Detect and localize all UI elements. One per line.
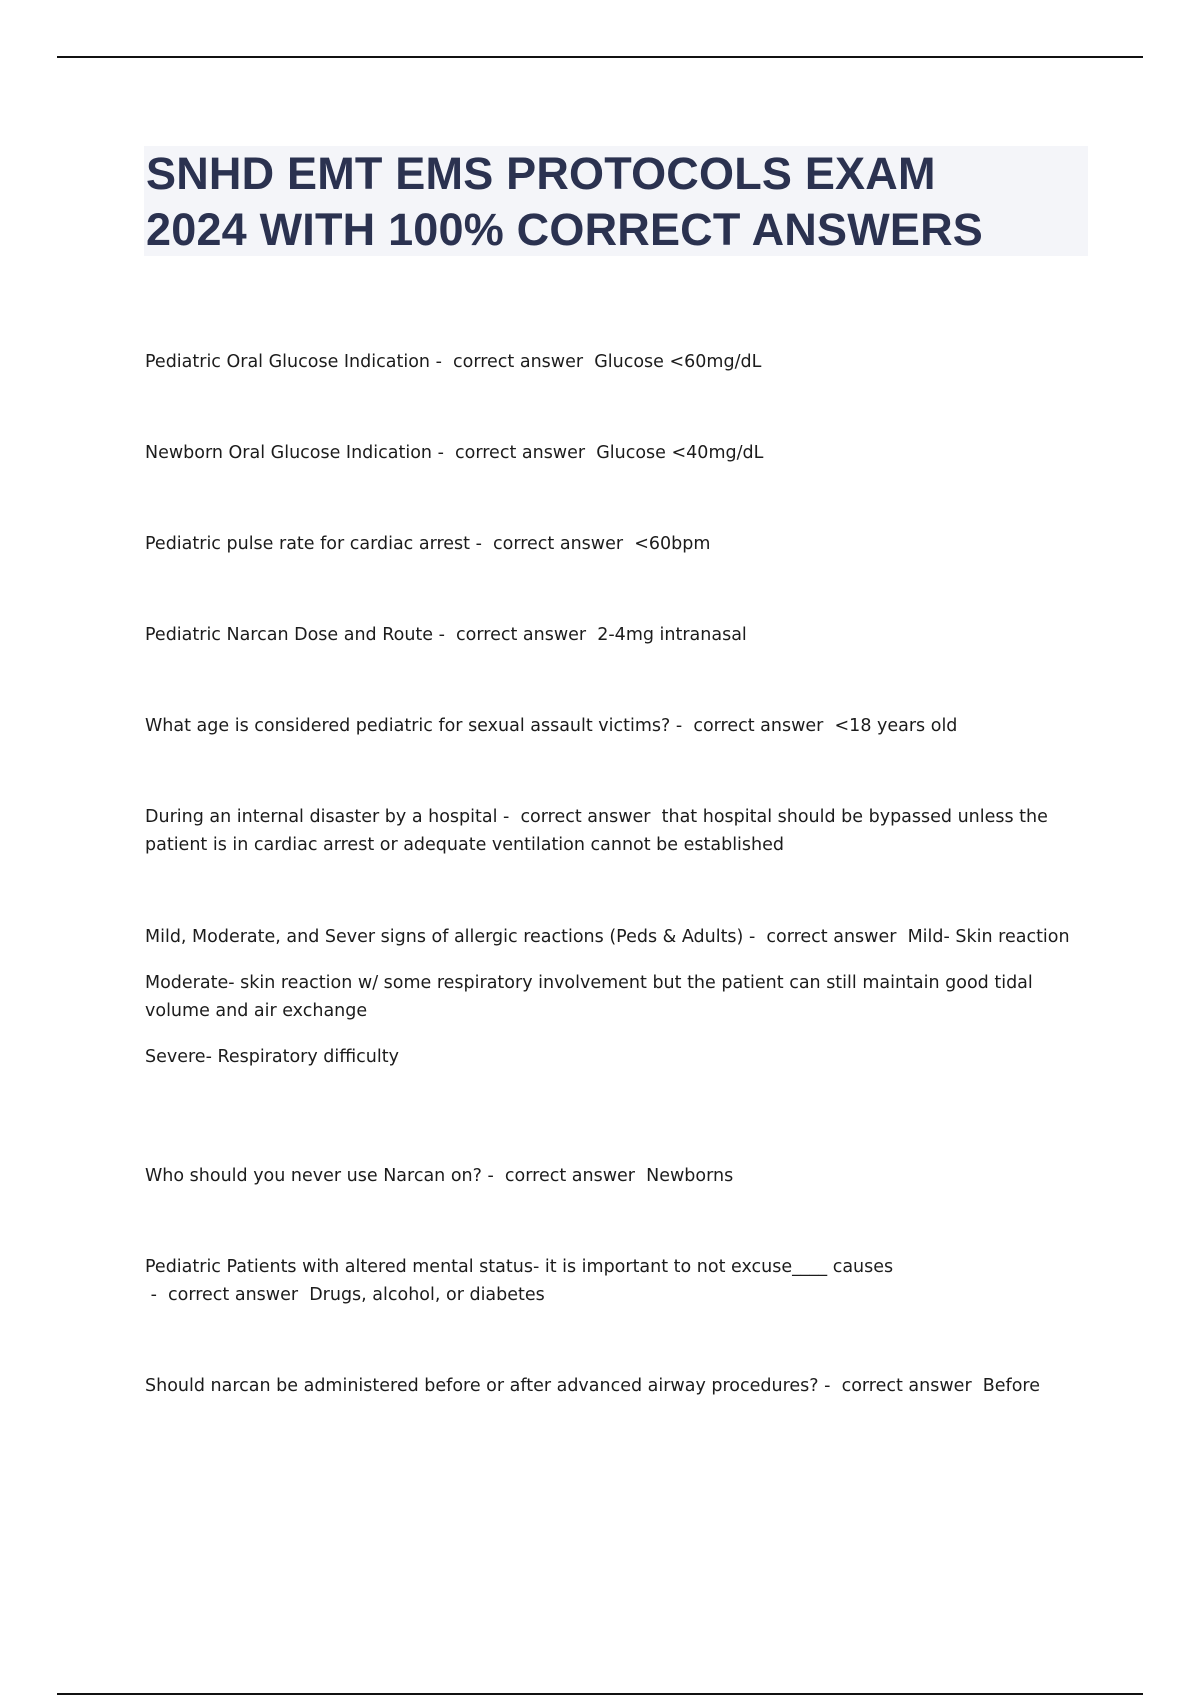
answer-text-moderate: Moderate- skin reaction w/ some respiratory involvement but the patient can still maintain good tidal volume and air exchange [145,973,1033,1021]
qa-item [145,1253,1085,1309]
answer-text: <18 years old [834,716,958,736]
qa-item [145,439,1085,467]
qa-item [145,621,1085,649]
correct-answer-label: - correct answer [433,625,598,645]
question-text: Pediatric Patients with altered mental status- it is important to not excuse____ causes [145,1257,894,1277]
question-text: Should narcan be administered before or after advanced airway procedures? [145,1376,819,1396]
qa-item [145,1372,1085,1400]
correct-answer-label: - correct answer [497,807,662,827]
correct-answer-label: - correct answer [670,716,835,736]
correct-answer-label: - correct answer [743,927,908,947]
answer-text: Mild- Skin reaction [907,927,1070,947]
top-rule [57,56,1143,58]
answer-text-severe: Severe- Respiratory difficulty [145,1047,399,1067]
question-text: Newborn Oral Glucose Indication [145,443,433,463]
answer-text: Glucose <40mg/dL [596,443,764,463]
question-text: Pediatric Oral Glucose Indication [145,352,430,372]
correct-answer-label: - correct answer [818,1376,983,1396]
question-text: What age is considered pediatric for sexual assault victims? [145,716,671,736]
answer-text: Drugs, alcohol, or diabetes [309,1285,545,1305]
answer-text: <60bpm [634,534,711,554]
question-text: Who should you never use Narcan on? [145,1166,482,1186]
document-title [144,146,1088,256]
title-line-1: SNHD EMT EMS PROTOCOLS EXAM [146,148,936,199]
correct-answer-label: - correct answer [430,352,595,372]
question-text: Pediatric pulse rate for cardiac arrest [145,534,471,554]
question-text: During an internal disaster by a hospital [145,807,498,827]
qa-item [145,803,1085,859]
qa-item [145,712,1085,740]
answer-text: Glucose <60mg/dL [594,352,762,372]
qa-item [145,923,1085,1071]
correct-answer-label: - correct answer [432,443,597,463]
correct-answer-label: - correct answer [470,534,635,554]
qa-item [145,1162,1085,1190]
title-line-2: 2024 WITH 100% CORRECT ANSWERS [146,204,984,255]
question-text: Mild, Moderate, and Sever signs of allergic reactions (Peds & Adults) [145,927,744,947]
answer-text: that hospital should be bypassed unless the patient is in cardiac arrest or adequate ventilation cannot be established [145,807,1048,855]
qa-item [145,530,1085,558]
qa-item [145,348,1085,376]
question-text: Pediatric Narcan Dose and Route [145,625,434,645]
correct-answer-label: - correct answer [481,1166,647,1186]
correct-answer-label: - correct answer [145,1285,310,1305]
answer-text: Before [982,1376,1040,1396]
bottom-rule [57,1693,1143,1695]
answer-text: 2-4mg intranasal [597,625,747,645]
answer-text: Newborns [646,1166,734,1186]
